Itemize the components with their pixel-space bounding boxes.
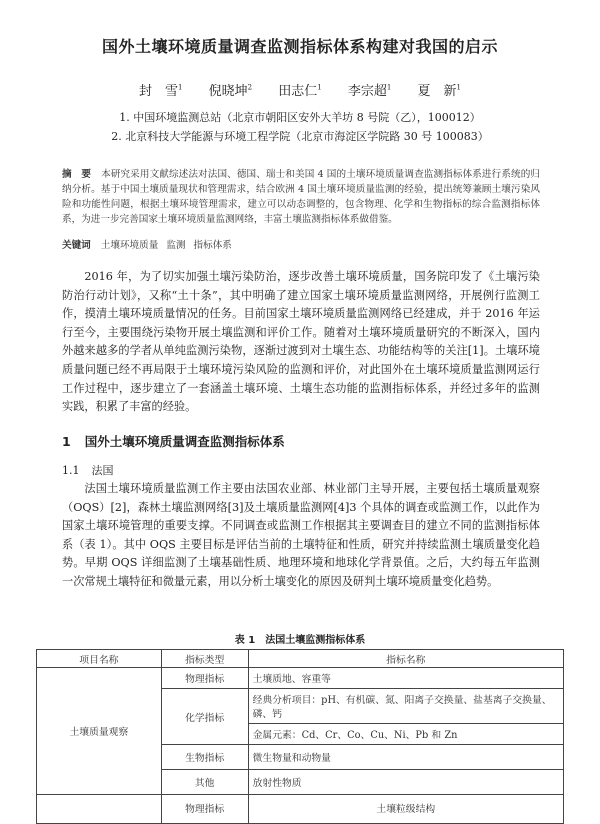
project-cell-empty: [37, 795, 162, 824]
header-cell: 指标类型: [161, 650, 248, 668]
paper-title: 国外土壤环境质量调查监测指标体系构建对我国的启示: [101, 37, 498, 56]
indicator-type-cell: 化学指标: [161, 689, 248, 745]
author: 夏 新$^1$: [417, 83, 461, 99]
table-caption: [0, 631, 600, 646]
table-title: 法国土壤监测指标体系: [265, 635, 366, 646]
project-cell: 土壤质量观察: [37, 668, 162, 795]
table-row: [37, 668, 564, 689]
france-monitoring-table: [36, 649, 564, 824]
section-title: 国外土壤环境质量调查监测指标体系: [84, 434, 285, 449]
affiliation-2: 2. 北京科技大学能源与环境工程学院（北京市海淀区学院路 30 号 100083）: [111, 130, 489, 143]
indicator-name-cell: 土壤粒级结构: [248, 795, 563, 824]
indicator-name-cell: 微生物量和动物量: [248, 745, 563, 770]
indicator-name-cell: 土壤质地、容重等: [248, 668, 563, 689]
section-number: 1: [62, 434, 71, 449]
header-cell: 项目名称: [37, 650, 162, 668]
author: 李宗超$^1$: [347, 83, 392, 99]
indicator-name-cell: 经典分析项目：pH、有机碳、氮、阳离子交换量、盐基离子交换量、磷、钙: [248, 689, 563, 724]
keyword: 土壤环境质量: [100, 240, 159, 251]
indicator-type-cell: 生物指标: [161, 745, 248, 770]
indicator-type-cell: 其他: [161, 770, 248, 795]
author: 封 雪$^1$: [139, 83, 183, 99]
table-number: 表 1: [234, 635, 256, 646]
abstract: [62, 167, 540, 227]
header-cell: 指标名称: [248, 650, 563, 668]
keywords-label: 关键词: [62, 240, 91, 251]
indicator-name-cell: 放射性物质: [248, 770, 563, 795]
subsection-title: 法国: [91, 464, 114, 477]
keyword: 监测: [166, 240, 186, 251]
abstract-text: 本研究采用文献综述法对法国、德国、瑞士和美国 4 国的土壤环境质量调查监测指标体系进行系统的归纳分析。基于中国土壤质量现状和管理需求，结合欧洲 4 国土壤环境质量监测的经验，提出统筹兼顾土壤污染风险和功能性问题，根据土壤环境管理需求，建立可以动态调整的，包含物理、化学和生物指标的综合监测指标体系，为进一步完善国家土壤环境质量监测网络，丰富土壤监测指标体系做借鉴。: [62, 169, 541, 225]
france-paragraph: 法国土壤环境质量监测工作主要由法国农业部、林业部门主导开展，主要包括土壤质量观察（OQS）[2]，森林土壤监测网络[3]及土壤质量监测网[4]3 个具体的调查或监测工作，以此作为国家土壤环境管理的重要支撑。不同调查或监测工作根据其主要调查目的建立不同的监测指标体系（表 1）。其中 OQS 主要目标是评估当前的土壤特征和性质，研究并持续监测土壤质量变化趋势。早期 OQS 详细监测了土壤基础性质、地理环境和地球化学背景值。之后，大约每五年监测一次常规土壤特征和微量元素，用以分析土壤变化的原因及研判土壤环境质量变化趋势。: [62, 482, 540, 588]
section-heading: [62, 432, 285, 450]
abstract-label: 摘 要: [62, 169, 92, 180]
author: 倪晓坤$^2$: [208, 83, 253, 99]
subsection-heading: [62, 462, 114, 478]
subsection-number: 1.1: [62, 464, 80, 477]
keywords: [62, 237, 240, 251]
author: 田志仁$^1$: [278, 83, 322, 99]
indicator-name-cell: 金属元素：Cd、Cr、Co、Cu、Ni、Pb 和 Zn: [248, 724, 563, 745]
author-list: [0, 80, 600, 99]
affiliation-1: 1. 中国环境监测总站（北京市朝阳区安外大羊坊 8 号院（乙），100012）: [119, 111, 481, 124]
intro-paragraph: 2016 年，为了切实加强土壤污染防治，逐步改善土壤环境质量，国务院印发了《土壤污染防治行动计划》，又称“土十条”，其中明确了建立国家土壤环境质量监测网络，开展例行监测工作，摸清土壤环境质量情况的任务。目前国家土壤环境质量监测网络已经建成，并于 2016 年运行至今，主要围绕污染物开展土壤监测和评价工作。随着对土壤环境质量研究的不断深入，国内外越来越多的学者从单纯监测污染物，逐渐过渡到对土壤生态、功能结构等的关注[1]。土壤环境质量问题已经不再局限于土壤环境污染风险的监测和评价，对此国外在土壤环境质量监测网运行工作过程中，逐步建立了一套涵盖土壤环境、土壤生态功能的监测指标体系，并经过多年的监测实践，积累了丰富的经验。: [62, 270, 540, 414]
table-row: [37, 795, 564, 824]
indicator-type-cell: 物理指标: [161, 668, 248, 689]
table-header-row: [37, 650, 564, 668]
indicator-type-cell: 物理指标: [161, 795, 248, 824]
keyword: 指标体系: [193, 240, 232, 251]
